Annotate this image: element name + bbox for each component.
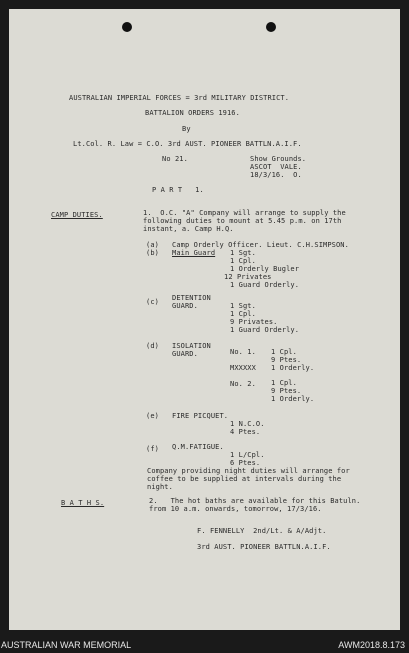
- header-line-1: AUSTRALIAN IMPERIAL FORCES = 3rd MILITARY DISTRICT.: [69, 94, 290, 102]
- item-e-label: (e): [146, 412, 159, 420]
- qm-fatigue-heading: Q.M.FATIGUE.: [172, 443, 224, 451]
- isolation-no2-item: 1 Cpl.: [271, 379, 297, 387]
- qm-fatigue-note-1: Company providing night duties will arrange for: [147, 467, 350, 475]
- isolation-no1-label: No. 1.: [230, 348, 256, 356]
- isolation-no2-item: 9 Ptes.: [271, 387, 302, 395]
- fire-picquet-item: 4 Ptes.: [230, 428, 261, 436]
- isolation-no1-item: 1 Orderly.: [271, 364, 315, 372]
- camp-duties-line-1: 1. O.C. "A" Company will arrange to supply the: [143, 209, 346, 217]
- by-label: By: [182, 125, 191, 133]
- location-line-2: ASCOT VALE.: [250, 163, 302, 171]
- main-guard-item: 1 Guard Orderly.: [230, 281, 300, 289]
- detention-guard-item: 1 Guard Orderly.: [230, 326, 300, 334]
- baths-line-2: from 10 a.m. onwards, tomorrow, 17/3/16.: [149, 505, 322, 513]
- footer-institution: AUSTRALIAN WAR MEMORIAL: [1, 640, 132, 650]
- footer-accession-number: AWM2018.8.173: [338, 640, 405, 650]
- qm-fatigue-note-2: coffee to be supplied at intervals during the: [147, 475, 342, 483]
- detention-guard-heading-1: DETENTION: [172, 294, 211, 302]
- qm-fatigue-note-3: night.: [147, 483, 173, 491]
- detention-guard-item: 1 Sgt.: [230, 302, 256, 310]
- main-guard-item: 1 Sgt.: [230, 249, 256, 257]
- isolation-no2-item: 1 Orderly.: [271, 395, 315, 403]
- signature-line-2: 3rd AUST. PIONEER BATTLN.A.I.F.: [197, 543, 331, 551]
- punch-hole-right: [266, 22, 276, 32]
- isolation-no2-label: No. 2.: [230, 380, 256, 388]
- commander-line: Lt.Col. R. Law = C.O. 3rd AUST. PIONEER BATTLN.A.I.F.: [73, 140, 302, 148]
- item-d-label: (d): [146, 342, 159, 350]
- item-a-text: Camp Orderly Officer. Lieut. C.H.SIMPSON.: [172, 241, 349, 249]
- baths-heading: B A T H S.: [61, 499, 105, 507]
- location-line-1: Show Grounds.: [250, 155, 307, 163]
- main-guard-item: 1 Orderly Bugler: [230, 265, 300, 273]
- qm-fatigue-item: 6 Ptes.: [230, 459, 261, 467]
- camp-duties-line-2: following duties to mount at 5.45 p.m. on 17th: [143, 217, 342, 225]
- main-guard-item: 12 Privates: [224, 273, 272, 281]
- isolation-no1-item: 1 Cpl.: [271, 348, 297, 356]
- baths-line-1: 2. The hot baths are available for this Batuln.: [149, 497, 361, 505]
- signature-line-1: F. FENNELLY 2nd/Lt. & A/Adjt.: [197, 527, 327, 535]
- detention-guard-heading-2: GUARD.: [172, 302, 198, 310]
- item-c-label: (c): [146, 298, 159, 306]
- document-page: [9, 9, 400, 630]
- fire-picquet-heading: FIRE PICQUET.: [172, 412, 229, 420]
- fire-picquet-item: 1 N.C.O.: [230, 420, 265, 428]
- camp-duties-heading: CAMP DUTIES.: [51, 211, 103, 219]
- qm-fatigue-item: 1 L/Cpl.: [230, 451, 265, 459]
- item-b-label: (b): [146, 249, 159, 257]
- main-guard-heading: Main Guard: [172, 249, 216, 257]
- header-line-2: BATTALION ORDERS 1916.: [145, 109, 240, 117]
- main-guard-item: 1 Cpl.: [230, 257, 256, 265]
- camp-duties-line-3: instant, a. Camp H.Q.: [143, 225, 234, 233]
- order-number: No 21.: [162, 155, 188, 163]
- isolation-guard-heading-2: GUARD.: [172, 350, 198, 358]
- isolation-no1-item: 9 Ptes.: [271, 356, 302, 364]
- punch-hole-left: [122, 22, 132, 32]
- detention-guard-item: 9 Privates.: [230, 318, 278, 326]
- footer-bar: [0, 638, 409, 653]
- isolation-struck-text: MXXXXX: [230, 364, 256, 372]
- detention-guard-item: 1 Cpl.: [230, 310, 256, 318]
- isolation-guard-heading-1: ISOLATION: [172, 342, 211, 350]
- order-date: 18/3/16. O.: [250, 171, 302, 179]
- item-a-label: (a): [146, 241, 159, 249]
- part-heading: P A R T 1.: [152, 186, 204, 194]
- item-f-label: (f): [146, 445, 159, 453]
